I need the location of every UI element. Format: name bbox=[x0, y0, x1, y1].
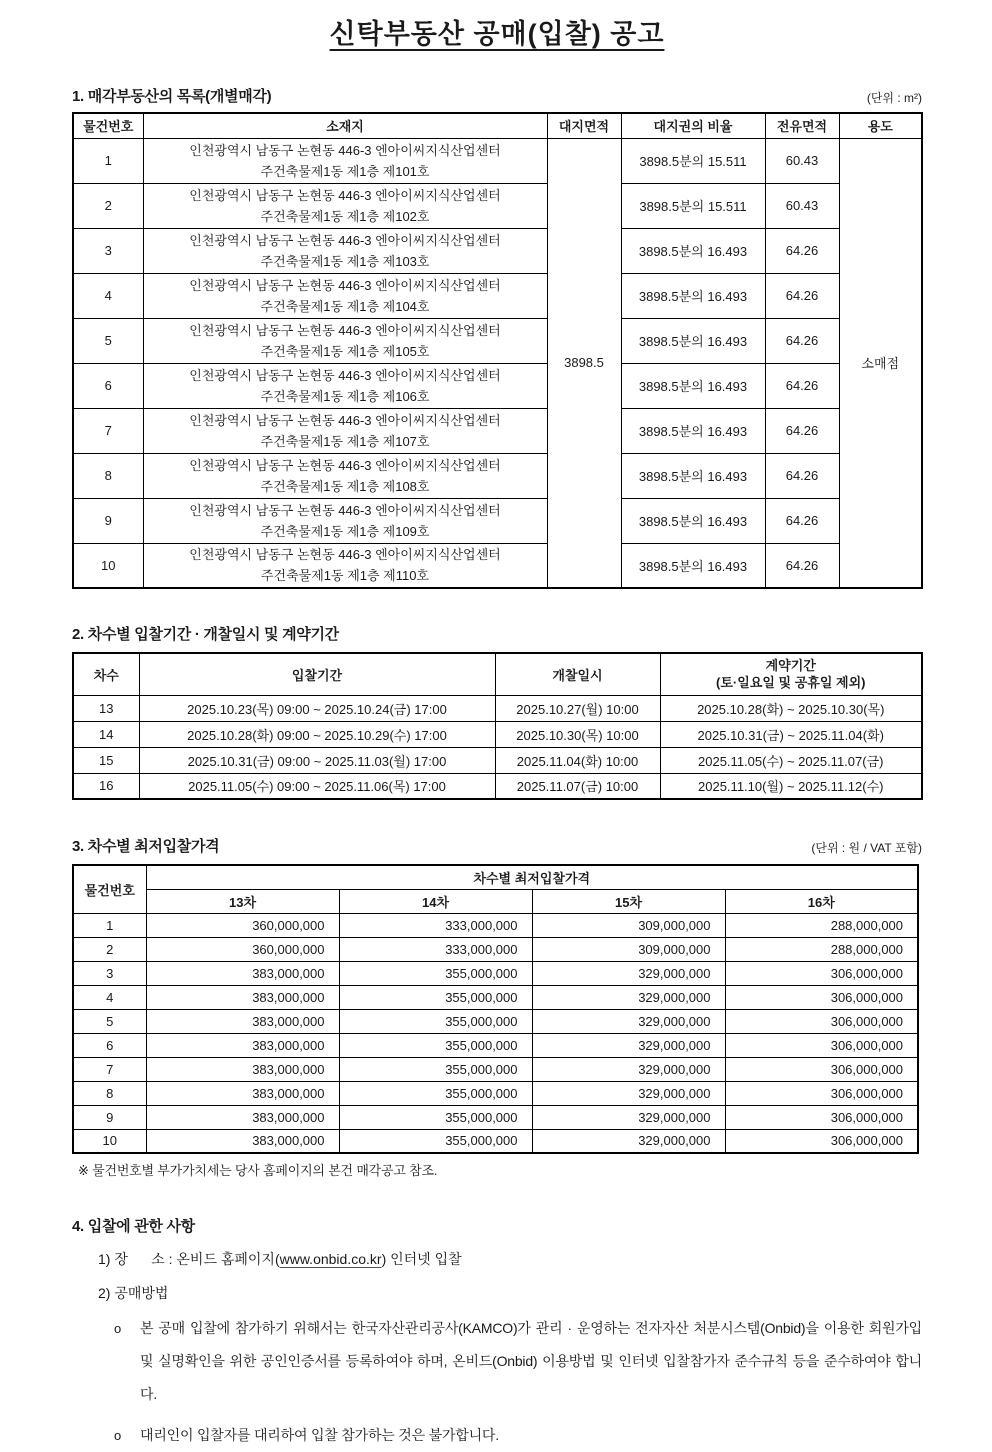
price-cell: 306,000,000 bbox=[725, 1129, 918, 1153]
land-ratio-cell: 3898.5분의 15.511 bbox=[621, 183, 765, 228]
bid-schedule-row bbox=[73, 747, 922, 773]
section2-header bbox=[72, 623, 922, 644]
price-cell: 288,000,000 bbox=[725, 913, 918, 937]
property-row bbox=[73, 363, 922, 408]
price-cell: 355,000,000 bbox=[339, 1105, 532, 1129]
price-cell: 360,000,000 bbox=[146, 913, 339, 937]
exclusive-area-cell: 64.26 bbox=[765, 273, 839, 318]
minimum-price-row bbox=[73, 1033, 918, 1057]
minimum-price-row bbox=[73, 1057, 918, 1081]
address-line-1: 인천광역시 남동구 논현동 446-3 엔아이씨지식산업센터 bbox=[189, 322, 501, 338]
item-no-cell: 10 bbox=[73, 543, 143, 588]
price-cell: 355,000,000 bbox=[339, 961, 532, 985]
opening-cell: 2025.10.27(월) 10:00 bbox=[495, 695, 660, 721]
minimum-price-row bbox=[73, 1009, 918, 1033]
round-cell: 15 bbox=[73, 747, 139, 773]
address-line-2: 주건축물제1동 제1층 제108호 bbox=[260, 478, 430, 494]
item-no-cell: 5 bbox=[73, 318, 143, 363]
contract-period-cell: 2025.11.10(월) ~ 2025.11.12(수) bbox=[660, 773, 922, 799]
price-cell: 306,000,000 bbox=[725, 1081, 918, 1105]
land-ratio-cell: 3898.5분의 16.493 bbox=[621, 363, 765, 408]
price-group-header: 차수별 최저입찰가격 bbox=[146, 865, 918, 889]
item-no-cell: 7 bbox=[73, 1057, 146, 1081]
item-no-cell: 9 bbox=[73, 498, 143, 543]
price-cell: 306,000,000 bbox=[725, 1033, 918, 1057]
price-cell: 355,000,000 bbox=[339, 1033, 532, 1057]
price-cell: 329,000,000 bbox=[532, 961, 725, 985]
price-cell: 329,000,000 bbox=[532, 1033, 725, 1057]
exclusive-area-cell: 64.26 bbox=[765, 228, 839, 273]
address-line-2: 주건축물제1동 제1층 제104호 bbox=[260, 298, 430, 314]
sale-method-bullet-1-text: 본 공매 입찰에 참가하기 위해서는 한국자산관리공사(KAMCO)가 관리 · 운영하는 전자자산 처분시스템(Onbid)을 이용한 회원가입 및 실명확인을 위한 공인인증서를 등록하여야 하며, 온비드(Onbid) 이용방법 및 인터넷 입찰참가자 준수규칙 등을 준수하여야 합니다. bbox=[140, 1320, 922, 1402]
page-title bbox=[72, 12, 922, 51]
address-line-1: 인천광역시 남동구 논현동 446-3 엔아이씨지식산업센터 bbox=[189, 232, 501, 248]
item-no-cell: 4 bbox=[73, 273, 143, 318]
address-cell bbox=[143, 138, 547, 183]
bid-schedule-table bbox=[72, 652, 923, 800]
exclusive-area-cell: 60.43 bbox=[765, 138, 839, 183]
price-group-header-row bbox=[73, 865, 918, 889]
price-round-header-row bbox=[73, 889, 918, 913]
exclusive-area-cell: 64.26 bbox=[765, 408, 839, 453]
price-cell: 306,000,000 bbox=[725, 961, 918, 985]
minimum-price-row bbox=[73, 1129, 918, 1153]
price-cell: 383,000,000 bbox=[146, 1009, 339, 1033]
address-line-2: 주건축물제1동 제1층 제105호 bbox=[260, 343, 430, 359]
price-cell: 306,000,000 bbox=[725, 985, 918, 1009]
address-cell bbox=[143, 363, 547, 408]
bid-schedule-header-row bbox=[73, 653, 922, 695]
col-header-exclusive-area: 전유면적 bbox=[765, 113, 839, 138]
item-no-cell: 1 bbox=[73, 913, 146, 937]
address-cell bbox=[143, 273, 547, 318]
price-cell: 383,000,000 bbox=[146, 1081, 339, 1105]
price-cell: 383,000,000 bbox=[146, 1129, 339, 1153]
minimum-price-row bbox=[73, 985, 918, 1009]
minimum-price-row bbox=[73, 1081, 918, 1105]
address-line-1: 인천광역시 남동구 논현동 446-3 엔아이씨지식산업센터 bbox=[189, 277, 501, 293]
item-no-cell: 3 bbox=[73, 228, 143, 273]
section4-heading: 4. 입찰에 관한 사항 bbox=[72, 1218, 195, 1235]
address-line-2: 주건축물제1동 제1층 제106호 bbox=[260, 388, 430, 404]
price-cell: 329,000,000 bbox=[532, 1081, 725, 1105]
address-line-2: 주건축물제1동 제1층 제109호 bbox=[260, 523, 430, 539]
page-title-text: 신탁부동산 공매(입찰) 공고 bbox=[329, 19, 665, 49]
price-cell: 309,000,000 bbox=[532, 937, 725, 961]
bid-period-cell: 2025.10.23(목) 09:00 ~ 2025.10.24(금) 17:00 bbox=[139, 695, 495, 721]
col-header-contract-period bbox=[660, 653, 922, 695]
item-no-cell: 7 bbox=[73, 408, 143, 453]
property-table-body bbox=[73, 138, 922, 588]
bid-schedule-row bbox=[73, 695, 922, 721]
price-cell: 288,000,000 bbox=[725, 937, 918, 961]
property-row bbox=[73, 543, 922, 588]
address-line-2: 주건축물제1동 제1층 제102호 bbox=[260, 208, 430, 224]
address-cell bbox=[143, 543, 547, 588]
price-cell: 306,000,000 bbox=[725, 1009, 918, 1033]
sale-method-bullet-2-text: 대리인이 입찰자를 대리하여 입찰 참가하는 것은 불가합니다. bbox=[140, 1427, 499, 1443]
property-row bbox=[73, 138, 922, 183]
minimum-price-row bbox=[73, 1105, 918, 1129]
price-cell: 355,000,000 bbox=[339, 1081, 532, 1105]
col-header-round: 차수 bbox=[73, 653, 139, 695]
land-ratio-cell: 3898.5분의 16.493 bbox=[621, 453, 765, 498]
col-header-round-14: 14차 bbox=[339, 889, 532, 913]
price-cell: 329,000,000 bbox=[532, 1057, 725, 1081]
bid-schedule-row bbox=[73, 721, 922, 747]
address-cell bbox=[143, 453, 547, 498]
col-header-land-area: 대지면적 bbox=[547, 113, 621, 138]
col-header-usage: 용도 bbox=[839, 113, 922, 138]
section1-unit-label: (단위 : m²) bbox=[866, 91, 922, 105]
price-cell: 329,000,000 bbox=[532, 1129, 725, 1153]
exclusive-area-cell: 64.26 bbox=[765, 498, 839, 543]
col-header-item-no: 물건번호 bbox=[73, 113, 143, 138]
item-no-cell: 6 bbox=[73, 363, 143, 408]
contract-period-cell: 2025.10.31(금) ~ 2025.11.04(화) bbox=[660, 721, 922, 747]
opening-cell: 2025.11.07(금) 10:00 bbox=[495, 773, 660, 799]
item-no-cell: 8 bbox=[73, 453, 143, 498]
price-cell: 309,000,000 bbox=[532, 913, 725, 937]
address-line-1: 인천광역시 남동구 논현동 446-3 엔아이씨지식산업센터 bbox=[189, 142, 501, 158]
price-cell: 355,000,000 bbox=[339, 985, 532, 1009]
price-cell: 383,000,000 bbox=[146, 1057, 339, 1081]
price-cell: 355,000,000 bbox=[339, 1129, 532, 1153]
bid-schedule-row bbox=[73, 773, 922, 799]
item-no-cell: 6 bbox=[73, 1033, 146, 1057]
bullet-circle-icon: o bbox=[114, 1428, 122, 1443]
col-header-round-15: 15차 bbox=[532, 889, 725, 913]
property-row bbox=[73, 318, 922, 363]
col-header-item-no: 물건번호 bbox=[73, 865, 146, 913]
address-line-2: 주건축물제1동 제1층 제101호 bbox=[260, 163, 430, 179]
property-row bbox=[73, 183, 922, 228]
property-row bbox=[73, 453, 922, 498]
price-cell: 333,000,000 bbox=[339, 937, 532, 961]
address-line-1: 인천광역시 남동구 논현동 446-3 엔아이씨지식산업센터 bbox=[189, 412, 501, 428]
bullet-circle-icon: o bbox=[114, 1321, 122, 1336]
address-line-1: 인천광역시 남동구 논현동 446-3 엔아이씨지식산업센터 bbox=[189, 457, 501, 473]
col-header-land-ratio: 대지권의 비율 bbox=[621, 113, 765, 138]
col-header-opening: 개찰일시 bbox=[495, 653, 660, 695]
address-line-2: 주건축물제1동 제1층 제110호 bbox=[261, 568, 429, 584]
price-cell: 329,000,000 bbox=[532, 1009, 725, 1033]
section1-header bbox=[72, 85, 922, 106]
sale-method-line: 2) 공매방법 bbox=[98, 1285, 169, 1301]
address-line-2: 주건축물제1동 제1층 제107호 bbox=[260, 433, 430, 449]
bid-period-cell: 2025.10.31(금) 09:00 ~ 2025.11.03(월) 17:00 bbox=[139, 747, 495, 773]
bid-place-line bbox=[98, 1248, 922, 1270]
minimum-price-table-body bbox=[73, 913, 918, 1153]
section4-header bbox=[72, 1215, 922, 1236]
exclusive-area-cell: 64.26 bbox=[765, 363, 839, 408]
opening-cell: 2025.11.04(화) 10:00 bbox=[495, 747, 660, 773]
bid-schedule-table-body bbox=[73, 695, 922, 799]
price-cell: 355,000,000 bbox=[339, 1057, 532, 1081]
col-header-location: 소재지 bbox=[143, 113, 547, 138]
item-no-cell: 8 bbox=[73, 1081, 146, 1105]
address-cell bbox=[143, 318, 547, 363]
exclusive-area-cell: 64.26 bbox=[765, 453, 839, 498]
price-cell: 306,000,000 bbox=[725, 1105, 918, 1129]
land-ratio-cell: 3898.5분의 16.493 bbox=[621, 408, 765, 453]
bid-period-cell: 2025.11.05(수) 09:00 ~ 2025.11.06(목) 17:00 bbox=[139, 773, 495, 799]
exclusive-area-cell: 64.26 bbox=[765, 543, 839, 588]
item-no-cell: 3 bbox=[73, 961, 146, 985]
minimum-price-row bbox=[73, 937, 918, 961]
land-ratio-cell: 3898.5분의 16.493 bbox=[621, 228, 765, 273]
property-row bbox=[73, 228, 922, 273]
item-no-cell: 5 bbox=[73, 1009, 146, 1033]
land-ratio-cell: 3898.5분의 15.511 bbox=[621, 138, 765, 183]
price-cell: 329,000,000 bbox=[532, 1105, 725, 1129]
land-ratio-cell: 3898.5분의 16.493 bbox=[621, 273, 765, 318]
address-cell bbox=[143, 498, 547, 543]
section1-heading: 1. 매각부동산의 목록(개별매각) bbox=[72, 88, 272, 105]
minimum-price-row bbox=[73, 961, 918, 985]
property-row bbox=[73, 273, 922, 318]
section3-header bbox=[72, 835, 922, 856]
bid-period-cell: 2025.10.28(화) 09:00 ~ 2025.10.29(수) 17:00 bbox=[139, 721, 495, 747]
vat-note: ※ 물건번호별 부가가치세는 당사 홈페이지의 본건 매각공고 참조. bbox=[78, 1163, 438, 1178]
section3-unit-label: (단위 : 원 / VAT 포함) bbox=[811, 841, 922, 855]
minimum-price-table bbox=[72, 864, 919, 1154]
bid-place-suffix: ) 인터넷 입찰 bbox=[381, 1251, 462, 1267]
property-list-table bbox=[72, 112, 923, 589]
price-cell: 383,000,000 bbox=[146, 1033, 339, 1057]
address-cell bbox=[143, 183, 547, 228]
price-cell: 383,000,000 bbox=[146, 1105, 339, 1129]
land-area-cell: 3898.5 bbox=[547, 138, 621, 588]
contract-period-cell: 2025.11.05(수) ~ 2025.11.07(금) bbox=[660, 747, 922, 773]
col-header-bid-period: 입찰기간 bbox=[139, 653, 495, 695]
price-cell: 383,000,000 bbox=[146, 961, 339, 985]
item-no-cell: 9 bbox=[73, 1105, 146, 1129]
round-cell: 13 bbox=[73, 695, 139, 721]
item-no-cell: 2 bbox=[73, 183, 143, 228]
sale-method-bullet-1 bbox=[114, 1312, 922, 1411]
item-no-cell: 4 bbox=[73, 985, 146, 1009]
address-cell bbox=[143, 408, 547, 453]
land-ratio-cell: 3898.5분의 16.493 bbox=[621, 318, 765, 363]
sale-method-bullet-2 bbox=[114, 1419, 922, 1452]
section3-heading: 3. 차수별 최저입찰가격 bbox=[72, 838, 220, 855]
price-cell: 355,000,000 bbox=[339, 1009, 532, 1033]
opening-cell: 2025.10.30(목) 10:00 bbox=[495, 721, 660, 747]
land-ratio-cell: 3898.5분의 16.493 bbox=[621, 543, 765, 588]
property-table-header-row bbox=[73, 113, 922, 138]
address-line-2: 주건축물제1동 제1층 제103호 bbox=[260, 253, 430, 269]
price-cell: 333,000,000 bbox=[339, 913, 532, 937]
address-line-1: 인천광역시 남동구 논현동 446-3 엔아이씨지식산업센터 bbox=[189, 367, 501, 383]
usage-cell: 소매점 bbox=[839, 138, 922, 588]
col-header-round-16: 16차 bbox=[725, 889, 918, 913]
price-cell: 306,000,000 bbox=[725, 1057, 918, 1081]
item-no-cell: 1 bbox=[73, 138, 143, 183]
round-cell: 16 bbox=[73, 773, 139, 799]
address-line-1: 인천광역시 남동구 논현동 446-3 엔아이씨지식산업센터 bbox=[189, 187, 501, 203]
item-no-cell: 10 bbox=[73, 1129, 146, 1153]
property-row bbox=[73, 408, 922, 453]
property-row bbox=[73, 498, 922, 543]
address-line-1: 인천광역시 남동구 논현동 446-3 엔아이씨지식산업센터 bbox=[189, 547, 501, 563]
onbid-link[interactable]: www.onbid.co.kr bbox=[279, 1251, 382, 1267]
address-line-1: 인천광역시 남동구 논현동 446-3 엔아이씨지식산업센터 bbox=[189, 502, 501, 518]
contract-header-line2: (토·일요일 및 공휴일 제외) bbox=[716, 675, 866, 691]
price-cell: 329,000,000 bbox=[532, 985, 725, 1009]
contract-header-line1: 계약기간 bbox=[765, 658, 816, 674]
address-cell bbox=[143, 228, 547, 273]
exclusive-area-cell: 64.26 bbox=[765, 318, 839, 363]
exclusive-area-cell: 60.43 bbox=[765, 183, 839, 228]
land-ratio-cell: 3898.5분의 16.493 bbox=[621, 498, 765, 543]
minimum-price-row bbox=[73, 913, 918, 937]
section2-heading: 2. 차수별 입찰기간 · 개찰일시 및 계약기간 bbox=[72, 626, 339, 643]
round-cell: 14 bbox=[73, 721, 139, 747]
bid-place-prefix: 1) 장 소 : 온비드 홈페이지( bbox=[98, 1251, 280, 1267]
price-cell: 360,000,000 bbox=[146, 937, 339, 961]
item-no-cell: 2 bbox=[73, 937, 146, 961]
price-cell: 383,000,000 bbox=[146, 985, 339, 1009]
col-header-round-13: 13차 bbox=[146, 889, 339, 913]
contract-period-cell: 2025.10.28(화) ~ 2025.10.30(목) bbox=[660, 695, 922, 721]
